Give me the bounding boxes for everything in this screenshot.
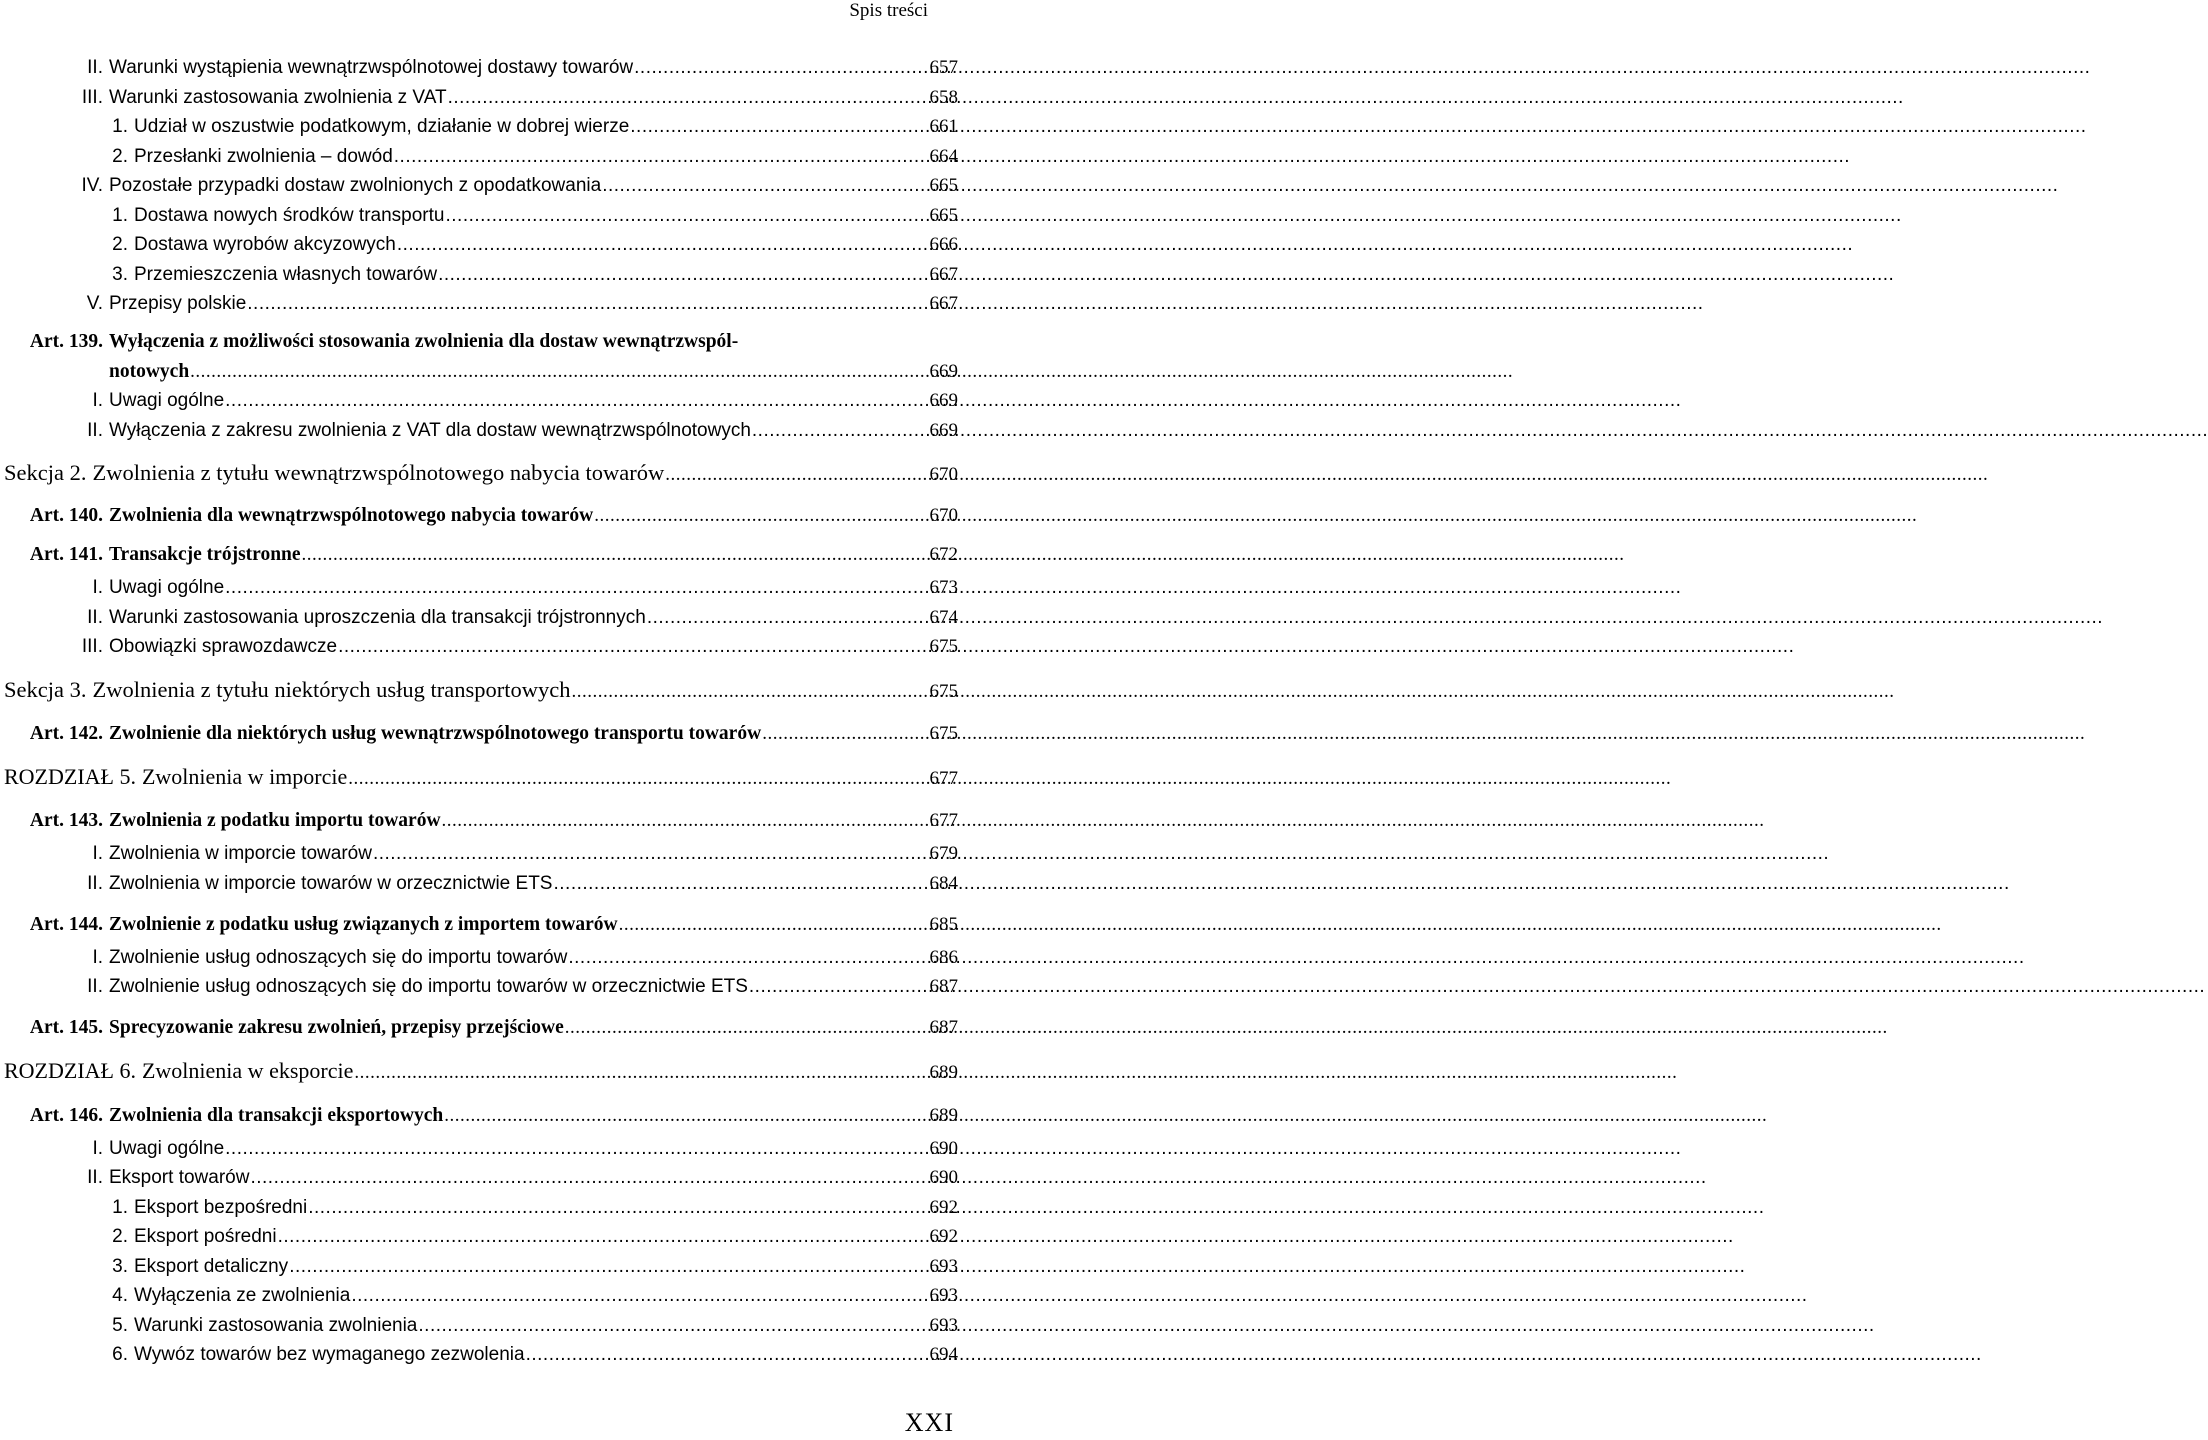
toc-entry-label: Przesłanki zwolnienia – dowód [134,146,393,167]
toc-entry[interactable] [4,460,958,486]
toc-entry-number: II. [87,976,103,997]
toc-entry[interactable] [4,972,958,998]
toc-entry-number: 2. [112,234,128,255]
dot-leader [594,505,920,527]
toc-entry-number: Art. 144. [29,914,103,935]
toc-entry-page: 675 [929,681,958,702]
toc-entry-page: 661 [929,116,958,137]
toc-entry[interactable] [4,1311,958,1337]
toc-entry[interactable] [4,910,958,936]
toc-entry-page: 687 [929,1017,958,1038]
page-number: XXI [904,1408,954,1437]
toc-entry-page: 657 [929,57,958,78]
toc-entry-number: Art. 140. [29,505,103,526]
toc-entry-label: Obowiązki sprawozdawcze [109,636,338,657]
dot-leader [225,1138,920,1160]
toc-entry[interactable] [4,806,958,832]
toc-entry[interactable] [4,260,958,286]
dot-leader [647,607,920,629]
toc-entry-number: Art. 145. [29,1017,103,1038]
toc-entry[interactable] [4,603,958,629]
dot-leader [572,681,920,703]
toc-entry-label: Sprecyzowanie zakresu zwolnień, przepisy przejściowe [109,1017,564,1038]
toc-entry[interactable] [4,677,958,703]
dot-leader [565,1017,920,1039]
toc-entry[interactable] [4,83,958,109]
toc-entry[interactable] [4,1252,958,1278]
toc-entry[interactable] [4,327,958,353]
toc-entry-label: Zwolnienie usług odnoszących się do importu towarów [109,947,568,968]
toc-entry-label: Uwagi ogólne [109,577,225,598]
toc-entry-number: ROZDZIAŁ 6. [4,1058,136,1083]
toc-entry-label: Warunki zastosowania uproszczenia dla transakcji trójstronnych [109,607,646,628]
dot-leader [373,843,920,865]
dot-leader [619,914,920,936]
toc-entry-label: Eksport pośredni [134,1226,277,1247]
dot-leader [418,1315,920,1337]
dot-leader [250,1167,920,1189]
toc-entry[interactable] [4,839,958,865]
dot-leader [448,87,920,109]
toc-entry-continuation [4,357,958,383]
toc-entry-number: Sekcja 2. [4,460,87,485]
toc-entry[interactable] [4,719,958,745]
toc-entry-label: Dostawa wyrobów akcyzowych [134,234,396,255]
toc-entry-number: 3. [112,264,128,285]
dot-leader [442,810,920,832]
toc-entry[interactable] [4,1281,958,1307]
toc-entry-label: Wyłączenia ze zwolnienia [134,1285,351,1306]
dot-leader [438,264,920,286]
dot-leader [397,234,920,256]
toc-entry-label: Udział w oszustwie podatkowym, działanie w dobrej wierze [134,116,630,137]
toc-entry[interactable] [4,386,958,412]
dot-leader [630,116,920,138]
toc-entry-label: Uwagi ogólne [109,1138,225,1159]
toc-entry-label: notowych [109,361,190,382]
toc-entry[interactable] [4,53,958,79]
toc-entry-page: 667 [929,293,958,314]
running-header: Spis treści [849,0,928,21]
toc-entry-number: Art. 139. [29,331,103,352]
toc-entry[interactable] [4,112,958,138]
toc-entry-page: 670 [929,464,958,485]
toc-entry-page: 692 [929,1226,958,1247]
toc-entry-page: 690 [929,1138,958,1159]
toc-entry-number: II. [87,420,103,441]
dot-leader [568,947,920,969]
toc-entry-number: Art. 143. [29,810,103,831]
dot-leader [190,361,920,383]
toc-entry-label: Eksport towarów [109,1167,250,1188]
toc-entry-page: 670 [929,505,958,526]
dot-leader [289,1256,920,1278]
dot-leader [665,464,920,486]
toc-entry-number: II. [87,873,103,894]
toc-entry-page: 664 [929,146,958,167]
toc-entry-page: 694 [929,1344,958,1365]
toc-entry-page: 665 [929,205,958,226]
toc-entry-number: ROZDZIAŁ 5. [4,764,136,789]
toc-entry-number: 4. [112,1285,128,1306]
toc-entry-number: 1. [112,205,128,226]
toc-entry[interactable] [4,1193,958,1219]
toc-entry-label: Eksport detaliczny [134,1256,289,1277]
dot-leader [278,1226,920,1248]
toc-entry-label: Dostawa nowych środków transportu [134,205,445,226]
toc-entry-page: 665 [929,175,958,196]
toc-entry[interactable] [4,632,958,658]
dot-leader [752,420,920,442]
toc-entry[interactable] [4,1134,958,1160]
toc-entry-label: Eksport bezpośredni [134,1197,308,1218]
toc-entry-number: 3. [112,1256,128,1277]
toc-entry-label: Uwagi ogólne [109,390,225,411]
toc-entry-number: II. [87,57,103,78]
dot-leader [338,636,920,658]
toc-entry-page: 666 [929,234,958,255]
toc-entry[interactable] [4,1163,958,1189]
toc-entry-number: 1. [112,116,128,137]
toc-entry-label: Przemieszczenia własnych towarów [134,264,438,285]
toc-entry-label: Pozostałe przypadki dostaw zwolnionych z opodatkowania [109,175,602,196]
toc-entry-label: Zwolnienia w imporcie [141,764,348,789]
toc-entry-page: 669 [929,361,958,382]
dot-leader [444,1105,920,1127]
dot-leader [354,1062,920,1084]
toc-entry-page: 677 [929,810,958,831]
dot-leader [762,723,920,745]
dot-leader [445,205,920,227]
toc-entry-page: 693 [929,1285,958,1306]
dot-leader [553,873,920,895]
toc-entry[interactable] [4,289,958,315]
toc-entry[interactable] [4,142,958,168]
toc-entry-page: 674 [929,607,958,628]
toc-entry[interactable] [4,171,958,197]
toc-entry-label: Zwolnienia z tytułu niektórych usług transportowych [92,677,571,702]
toc-entry-label: Zwolnienia dla transakcji eksportowych [109,1105,444,1126]
toc-entry[interactable] [4,501,958,527]
toc-entry-page: 684 [929,873,958,894]
dot-leader [749,976,920,998]
toc-entry-number: IV. [81,175,103,196]
toc-entry[interactable] [4,1101,958,1127]
toc-entry-page: 693 [929,1256,958,1277]
toc-entry-label: Zwolnienie usług odnoszących się do importu towarów w orzecznictwie ETS [109,976,748,997]
toc-entry[interactable] [4,540,958,566]
toc-entry-number: Art. 141. [29,544,103,565]
toc-entry-label: Przepisy polskie [109,293,247,314]
toc-entry[interactable] [4,869,958,895]
toc-entry-number: Art. 146. [29,1105,103,1126]
toc-entry-label: Zwolnienie dla niektórych usług wewnątrzwspólnotowego transportu towarów [109,723,762,744]
toc-entry[interactable] [4,1340,958,1366]
toc-entry[interactable] [4,764,958,790]
toc-entry-page: 673 [929,577,958,598]
toc-entry-page: 692 [929,1197,958,1218]
dot-leader [302,544,920,566]
toc-entry-label: Zwolnienia w imporcie towarów [109,843,372,864]
toc-entry-page: 689 [929,1062,958,1083]
toc-entry[interactable] [4,573,958,599]
toc-entry-number: Sekcja 3. [4,677,87,702]
toc-entry-page: 675 [929,723,958,744]
toc-entry-number: II. [87,607,103,628]
dot-leader [225,577,920,599]
toc-entry-number: 5. [112,1315,128,1336]
dot-leader [308,1197,920,1219]
toc-entry-page: 679 [929,843,958,864]
toc-entry[interactable] [4,1013,958,1039]
toc-entry-label: Wyłączenia z możliwości stosowania zwolnienia dla dostaw wewnątrzwspól- [109,331,739,352]
toc-entry-number: III. [81,87,103,108]
toc-entry-number: 1. [112,1197,128,1218]
toc-entry-label: Wyłączenia z zakresu zwolnienia z VAT dla dostaw wewnątrzwspólnotowych [109,420,751,441]
toc-entry-page: 669 [929,420,958,441]
toc-entry-number: II. [87,1167,103,1188]
toc-entry-number: I. [92,1138,103,1159]
toc-entry[interactable] [4,1222,958,1248]
toc-entry-label: Warunki zastosowania zwolnienia z VAT [109,87,447,108]
toc-entry-number: III. [81,636,103,657]
toc-entry-label: Zwolnienie z podatku usług związanych z importem towarów [109,914,618,935]
toc-entry-label: Zwolnienia z podatku importu towarów [109,810,441,831]
toc-entry-number: Art. 142. [29,723,103,744]
toc-entry-label: Transakcje trójstronne [109,544,301,565]
toc-entry-page: 675 [929,636,958,657]
toc-entry[interactable] [4,230,958,256]
toc-entry-page: 677 [929,768,958,789]
toc-entry-page: 687 [929,976,958,997]
toc-entry-page: 686 [929,947,958,968]
toc-entry-page: 685 [929,914,958,935]
toc-entry[interactable] [4,201,958,227]
dot-leader [634,57,920,79]
toc-entry-number: I. [92,947,103,968]
dot-leader [247,293,920,315]
toc-entry-label: Warunki zastosowania zwolnienia [134,1315,418,1336]
dot-leader [348,768,920,790]
toc-entry-number: I. [92,390,103,411]
toc-entry-label: Zwolnienia w imporcie towarów w orzecznictwie ETS [109,873,553,894]
toc-entry-label: Zwolnienia z tytułu wewnątrzwspólnotowego nabycia towarów [92,460,665,485]
toc-entry[interactable] [4,943,958,969]
toc-entry-page: 689 [929,1105,958,1126]
toc-entry-number: V. [86,293,103,314]
dot-leader [526,1344,920,1366]
toc-entry-page: 667 [929,264,958,285]
toc-entry-page: 693 [929,1315,958,1336]
toc-entry-number: I. [92,577,103,598]
toc-entry-number: 2. [112,146,128,167]
toc-entry-label: Zwolnienia dla wewnątrzwspólnotowego nabycia towarów [109,505,594,526]
dot-leader [351,1285,920,1307]
toc-entry-number: 2. [112,1226,128,1247]
toc-entry-page: 672 [929,544,958,565]
toc-entry-label: Warunki wystąpienia wewnątrzwspólnotowej dostawy towarów [109,57,634,78]
toc-entry-number: I. [92,843,103,864]
toc-entry-page: 669 [929,390,958,411]
toc-entry-label: Zwolnienia w eksporcie [141,1058,354,1083]
dot-leader [225,390,920,412]
toc-entry-number: 6. [112,1344,128,1365]
toc-entry[interactable] [4,416,958,442]
dot-leader [394,146,920,168]
toc-entry[interactable] [4,1058,958,1084]
toc-entry-page: 690 [929,1167,958,1188]
dot-leader [602,175,920,197]
toc-entry-label: Wywóz towarów bez wymaganego zezwolenia [134,1344,525,1365]
toc-entry-page: 658 [929,87,958,108]
